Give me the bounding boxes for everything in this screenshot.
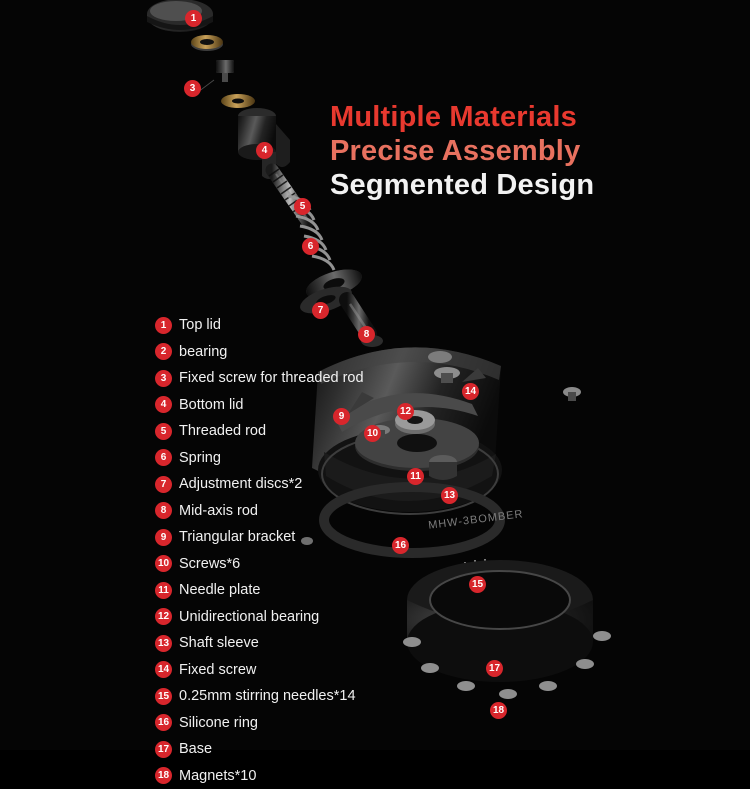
legend-badge: 14 bbox=[155, 661, 172, 678]
legend-badge: 7 bbox=[155, 476, 172, 493]
callout-15: 15 bbox=[469, 576, 486, 593]
part-washer bbox=[221, 94, 255, 108]
legend-badge: 6 bbox=[155, 449, 172, 466]
legend-label: Fixed screw for threaded rod bbox=[179, 370, 364, 386]
callout-1: 1 bbox=[185, 10, 202, 27]
list-item bbox=[155, 445, 415, 472]
callout-9: 9 bbox=[333, 408, 350, 425]
legend-label: bearing bbox=[179, 344, 227, 360]
callout-17: 17 bbox=[486, 660, 503, 677]
legend-badge: 11 bbox=[155, 582, 172, 599]
legend-label: Threaded rod bbox=[179, 423, 266, 439]
legend-label: Shaft sleeve bbox=[179, 635, 259, 651]
callout-7: 7 bbox=[312, 302, 329, 319]
legend-label: Adjustment discs*2 bbox=[179, 476, 302, 492]
callout-10: 10 bbox=[364, 425, 381, 442]
callout-11: 11 bbox=[407, 468, 424, 485]
legend-badge: 9 bbox=[155, 529, 172, 546]
legend-badge: 15 bbox=[155, 688, 172, 705]
legend-label: Bottom lid bbox=[179, 397, 243, 413]
legend-badge: 1 bbox=[155, 317, 172, 334]
list-item bbox=[155, 312, 415, 339]
legend-badge: 8 bbox=[155, 502, 172, 519]
legend-label: Spring bbox=[179, 450, 221, 466]
list-item bbox=[155, 604, 415, 631]
legend-badge: 13 bbox=[155, 635, 172, 652]
part-fixed-screw-threaded-rod bbox=[216, 60, 234, 82]
legend-label: Fixed screw bbox=[179, 662, 256, 678]
legend-badge: 18 bbox=[155, 767, 172, 784]
list-item bbox=[155, 418, 415, 445]
list-item bbox=[155, 498, 415, 525]
legend-badge: 17 bbox=[155, 741, 172, 758]
legend-badge: 16 bbox=[155, 714, 172, 731]
callout-12: 12 bbox=[397, 403, 414, 420]
list-item bbox=[155, 365, 415, 392]
legend-badge: 5 bbox=[155, 423, 172, 440]
headline-block bbox=[330, 100, 730, 203]
list-item bbox=[155, 471, 415, 498]
list-item bbox=[155, 683, 415, 710]
callout-5: 5 bbox=[294, 198, 311, 215]
part-top-lid bbox=[147, 0, 213, 32]
legend-label: Needle plate bbox=[179, 582, 260, 598]
callout-13: 13 bbox=[441, 487, 458, 504]
headline-line-1: Multiple Materials bbox=[330, 100, 730, 134]
headline-line-3: Segmented Design bbox=[330, 168, 730, 202]
legend-label: Silicone ring bbox=[179, 715, 258, 731]
legend-label: Unidirectional bearing bbox=[179, 609, 319, 625]
legend-badge: 2 bbox=[155, 343, 172, 360]
callout-3: 3 bbox=[184, 80, 201, 97]
legend-badge: 3 bbox=[155, 370, 172, 387]
part-shaft-sleeve bbox=[429, 455, 457, 480]
legend-badge: 4 bbox=[155, 396, 172, 413]
legend-label: Top lid bbox=[179, 317, 221, 333]
list-item bbox=[155, 630, 415, 657]
callout-6: 6 bbox=[302, 238, 319, 255]
list-item bbox=[155, 710, 415, 737]
list-item bbox=[155, 392, 415, 419]
part-bearing bbox=[191, 35, 223, 51]
list-item bbox=[155, 551, 415, 578]
legend-label: Screws*6 bbox=[179, 556, 240, 572]
legend-label: 0.25mm stirring needles*14 bbox=[179, 688, 356, 704]
callout-16: 16 bbox=[392, 537, 409, 554]
brand-engraving: MHW-3BOMBER bbox=[428, 508, 524, 532]
list-item bbox=[155, 763, 415, 789]
list-item bbox=[155, 577, 415, 604]
callout-18: 18 bbox=[490, 702, 507, 719]
list-item bbox=[155, 524, 415, 551]
list-item bbox=[155, 736, 415, 763]
legend-badge: 12 bbox=[155, 608, 172, 625]
callout-14: 14 bbox=[462, 383, 479, 400]
legend-label: Base bbox=[179, 741, 212, 757]
list-item bbox=[155, 339, 415, 366]
callout-4: 4 bbox=[256, 142, 273, 159]
list-item bbox=[155, 657, 415, 684]
headline-line-2: Precise Assembly bbox=[330, 134, 730, 168]
legend-label: Mid-axis rod bbox=[179, 503, 258, 519]
legend-label: Magnets*10 bbox=[179, 768, 256, 784]
legend-badge: 10 bbox=[155, 555, 172, 572]
legend-label: Triangular bracket bbox=[179, 529, 295, 545]
callout-8: 8 bbox=[358, 326, 375, 343]
parts-legend-list bbox=[155, 312, 415, 789]
